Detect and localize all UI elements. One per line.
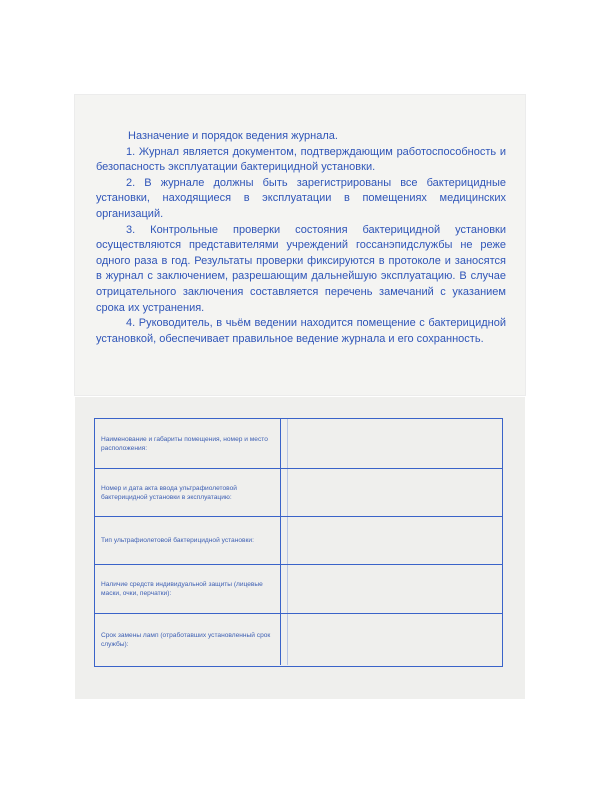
- instruction-item-4: 4. Руководитель, в чьём ведении находится помещение с бактерицидной установкой, обеспечивает правильное ведение журнала и его сохранность.: [96, 317, 506, 345]
- row-label: Наличие средств индивидуальной защиты (лицевые маски, очки, перчатки):: [95, 565, 281, 613]
- instructions-title: Назначение и порядок ведения журнала.: [128, 130, 338, 142]
- table-row: [95, 517, 502, 565]
- row-label: Срок замены ламп (отработавших установленный срок службы):: [95, 614, 281, 665]
- instruction-item-3: 3. Контрольные проверки состояния бактерицидной установки осуществляются представителями учреждений госсанэпидслужбы не реже одного раза в год. Результаты проверки фиксируются в протоколе и заносятся в журнал с заключением, разрешающим дальнейшую эксплуатацию. В случае отрицательного заключения составляется перечень замечаний с указанием срока их устранения.: [96, 223, 506, 314]
- table-row: [95, 469, 502, 517]
- table-row: [95, 614, 502, 665]
- row-label: Наименование и габариты помещения, номер и место расположения:: [95, 419, 281, 468]
- journal-instructions: [96, 129, 506, 347]
- row-label: Тип ультрафиолетовой бактерицидной установки:: [95, 517, 281, 564]
- row-value-field[interactable]: [281, 469, 502, 516]
- table-row: [95, 419, 502, 469]
- instruction-item-2: 2. В журнале должны быть зарегистрированы все бактерицидные установки, находящиеся в эксплуатации в помещениях медицинских организаций.: [96, 176, 506, 220]
- table-row: [95, 565, 502, 614]
- row-value-field[interactable]: [281, 517, 502, 564]
- installation-info-table: [94, 418, 503, 667]
- row-value-field[interactable]: [281, 614, 502, 665]
- row-value-field[interactable]: [281, 419, 502, 468]
- row-value-field[interactable]: [281, 565, 502, 613]
- instruction-item-1: 1. Журнал является документом, подтверждающим работоспособность и безопасность эксплуатации бактерицидной установки.: [96, 145, 506, 174]
- row-label: Номер и дата акта ввода ультрафиолетовой бактерицидной установки в эксплуатацию:: [95, 469, 281, 516]
